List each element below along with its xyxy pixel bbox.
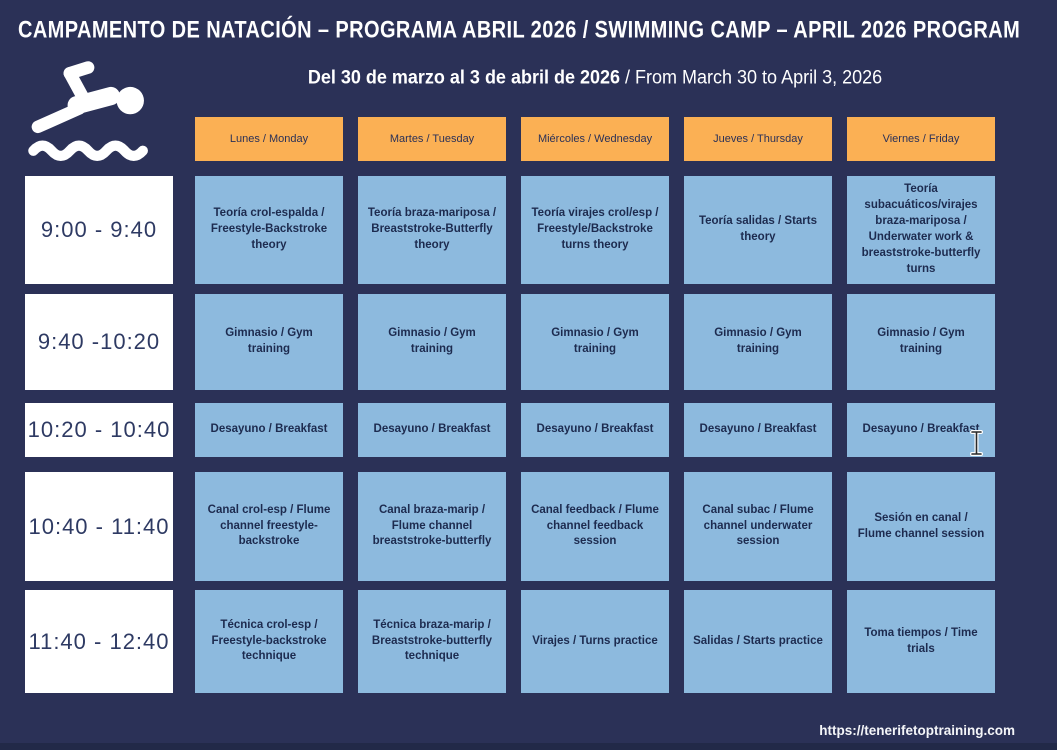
activity-cell: Canal subac / Flume channel underwater session (684, 472, 832, 581)
schedule-row-1 (25, 176, 995, 284)
activity-cell: Desayuno / Breakfast (195, 403, 343, 457)
bottom-divider (0, 743, 1057, 750)
date-range-en: / From March 30 to April 3, 2026 (620, 66, 883, 88)
day-header-monday: Lunes / Monday (195, 117, 343, 161)
time-slot-label: 11:40 - 12:40 (25, 590, 173, 693)
activity-cell: Gimnasio / Gym training (521, 294, 669, 390)
schedule-row-5 (25, 590, 995, 693)
activity-cell: Canal crol-esp / Flume channel freestyle-backstroke (195, 472, 343, 581)
activity-cell: Técnica crol-esp / Freestyle-backstroke technique (195, 590, 343, 693)
activity-cell: Canal braza-marip / Flume channel breaststroke-butterfly (358, 472, 506, 581)
activity-cell: Teoría subacuáticos/virajes braza-mariposa / Underwater work & breaststroke-butterfly turns (847, 176, 995, 284)
activity-cell: Técnica braza-marip / Breaststroke-butterfly technique (358, 590, 506, 693)
date-range-subtitle (170, 66, 1020, 89)
activity-cell: Gimnasio / Gym training (358, 294, 506, 390)
page-title: CAMPAMENTO DE NATACIÓN – PROGRAMA ABRIL 2026 / SWIMMING CAMP – APRIL 2026 PROGRAM (18, 17, 1021, 44)
activity-cell: Gimnasio / Gym training (684, 294, 832, 390)
activity-cell: Gimnasio / Gym training (847, 294, 995, 390)
activity-cell: Sesión en canal / Flume channel session (847, 472, 995, 581)
activity-cell: Desayuno / Breakfast (847, 403, 995, 457)
activity-cell: Desayuno / Breakfast (358, 403, 506, 457)
day-header-thursday: Jueves / Thursday (684, 117, 832, 161)
activity-cell: Gimnasio / Gym training (195, 294, 343, 390)
time-slot-label: 10:40 - 11:40 (25, 472, 173, 581)
activity-cell: Teoría virajes crol/esp / Freestyle/Backstroke turns theory (521, 176, 669, 284)
day-header-friday: Viernes / Friday (847, 117, 995, 161)
activity-cell: Canal feedback / Flume channel feedback session (521, 472, 669, 581)
activity-cell: Desayuno / Breakfast (684, 403, 832, 457)
schedule-grid (25, 117, 995, 693)
day-header-tuesday: Martes / Tuesday (358, 117, 506, 161)
activity-cell: Teoría crol-espalda / Freestyle-Backstroke theory (195, 176, 343, 284)
time-slot-label: 9:00 - 9:40 (25, 176, 173, 284)
day-header-row (25, 117, 995, 161)
header-spacer (25, 117, 173, 161)
text-cursor-icon (969, 430, 984, 456)
day-header-wednesday: Miércoles / Wednesday (521, 117, 669, 161)
time-slot-label: 9:40 -10:20 (25, 294, 173, 390)
schedule-row-3 (25, 403, 995, 457)
date-range-es: Del 30 de marzo al 3 de abril de 2026 (307, 66, 621, 88)
activity-cell: Toma tiempos / Time trials (847, 590, 995, 693)
schedule-row-2 (25, 294, 995, 390)
activity-cell: Teoría salidas / Starts theory (684, 176, 832, 284)
activity-cell: Teoría braza-mariposa / Breaststroke-Butterfly theory (358, 176, 506, 284)
activity-cell: Salidas / Starts practice (684, 590, 832, 693)
activity-cell: Virajes / Turns practice (521, 590, 669, 693)
website-link[interactable]: https://tenerifetoptraining.com (819, 723, 1015, 738)
time-slot-label: 10:20 - 10:40 (25, 403, 173, 457)
schedule-row-4 (25, 472, 995, 581)
activity-cell: Desayuno / Breakfast (521, 403, 669, 457)
